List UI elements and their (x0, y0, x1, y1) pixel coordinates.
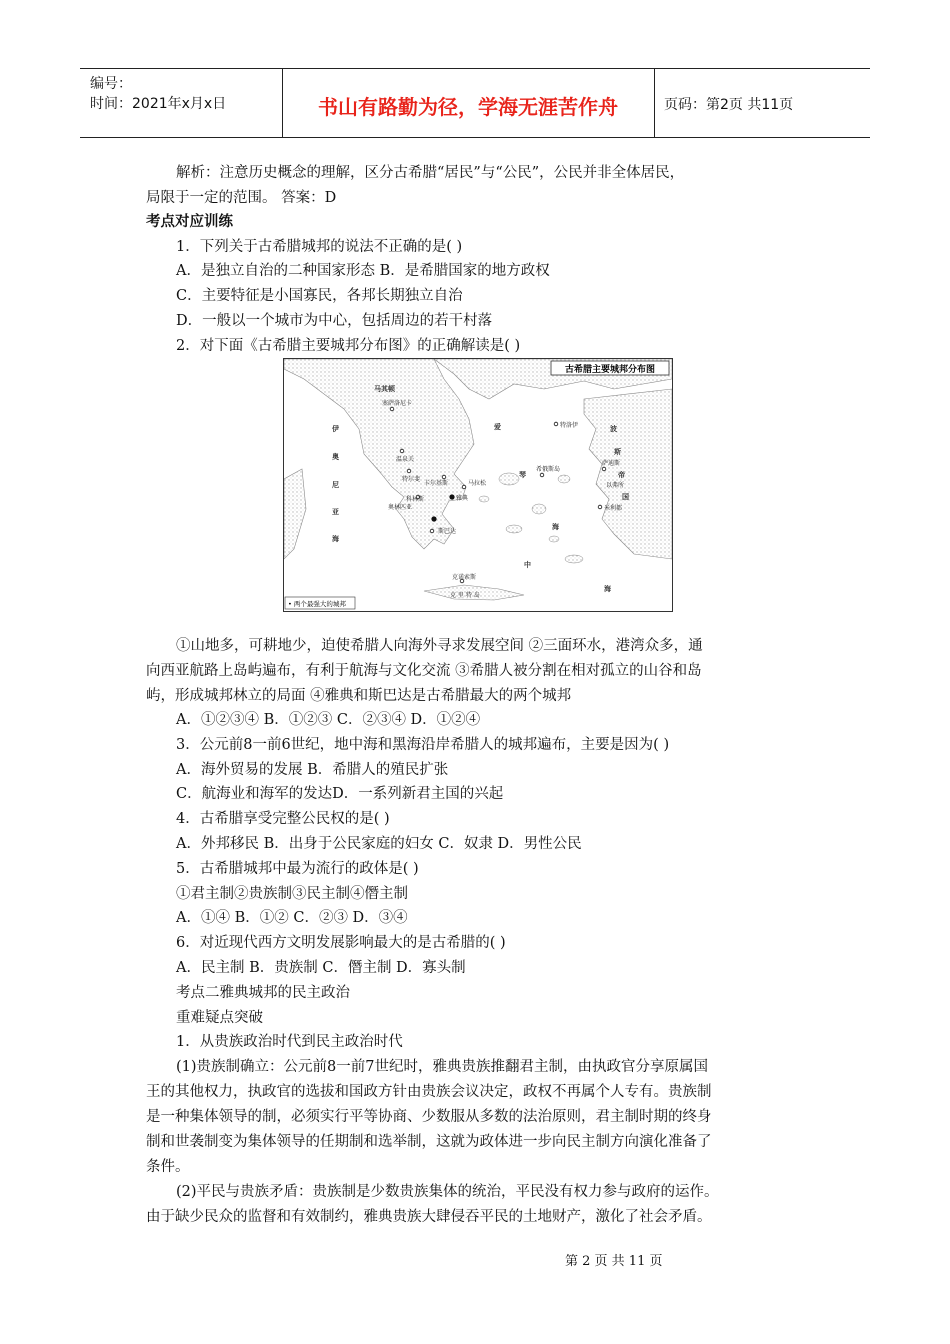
question-1-option-c: C．主要特征是小国寡民，各邦长期独立自治 (176, 288, 463, 304)
page-footer: 第 2 页 共 11 页 (565, 1254, 663, 1269)
label-macedonia: 马其顿 (374, 385, 395, 393)
label-corinth: 科林斯 (406, 496, 425, 503)
code-label: 编号： (90, 76, 132, 92)
question-5-statements: ①君主制②贵族制③民主制④僭主制 (176, 886, 408, 902)
label-sparta: 斯巴达 (438, 528, 457, 535)
land-italy-edge (284, 469, 306, 559)
paragraph-1-line-3: 是一种集体领导的制，必须实行平等协商、少数服从多数的法治原则，君主制时期的终身 (146, 1109, 712, 1125)
label-ionian-4: 亚 (332, 508, 339, 516)
label-troy: 特洛伊 (560, 422, 579, 429)
paragraph-1-line-2: 王的其他权力，执政官的选拔和国政方针由贵族会议决定，政权不再属个人专有。贵族制 (146, 1084, 712, 1100)
question-5-choices: A．①④ B．①② C．②③ D．③④ (176, 910, 408, 926)
date-label: 时间：2021年x月x日 (90, 96, 227, 112)
label-ephesus: 以弗所 (606, 482, 625, 489)
point-1-heading: 1．从贵族政治时代到民主政治时代 (176, 1034, 403, 1050)
header-page-cell (654, 69, 870, 137)
question-4-choices: A．外邦移民 B．出身于公民家庭的妇女 C．奴隶 D．男性公民 (176, 836, 582, 852)
label-ionian-1: 伊 (332, 425, 339, 433)
paragraph-1-line-4: 制和世袭制变为集体领导的任期制和选举制，这就为政体进一步向民主制方向演化准备了 (146, 1134, 712, 1150)
question-2-statement-3: 屿，形成城邦林立的局面 ④雅典和斯巴达是古希腊最大的两个城邦 (146, 688, 572, 704)
label-persia-2: 斯 (614, 448, 621, 456)
label-chios: 希俄斯岛 (536, 466, 561, 473)
question-4: 4．古希腊享受完整公民权的是( ) (176, 811, 390, 827)
question-3-options-cd: C．航海业和海军的发达D．一系列新君主国的兴起 (176, 786, 504, 802)
question-3: 3．公元前8一前6世纪，地中海和黑海沿岸希腊人的城邦遍布，主要是因为( ) (176, 737, 670, 753)
question-1: 1．下列关于古希腊城邦的说法不正确的是( ) (176, 239, 463, 255)
label-chalcis: 卡尔基斯 (424, 480, 449, 487)
page-header (80, 68, 870, 138)
question-2-choices: A．①②③④ B．①②③ C．②③④ D．①②④ (176, 712, 481, 728)
label-miletus: 米利都 (604, 505, 623, 512)
analysis-line-1: 解析：注意历史概念的理解，区分古希腊“居民”与“公民”，公民并非全体居民， (176, 165, 685, 181)
label-med-1: 中 (524, 561, 531, 569)
question-2-statement-1: ①山地多，可耕地少，迫使希腊人向海外寻求发展空间 ②三面环水，港湾众多，通 (176, 638, 703, 654)
label-sardis: 萨迪斯 (602, 460, 621, 467)
map-title: 古希腊主要城邦分布图 (564, 365, 656, 375)
analysis-line-2: 局限于一定的范围。 答案：D (146, 190, 337, 206)
label-persia-1: 波 (610, 425, 617, 433)
motto: 书山有路勤为径，学海无涯苦作舟 (318, 95, 618, 119)
question-1-option-d: D．一般以一个城市为中心，包括周边的若干村落 (176, 313, 493, 329)
islands (479, 473, 583, 563)
question-6: 6．对近现代西方文明发展影响最大的是古希腊的( ) (176, 935, 506, 951)
question-2-statement-2: 向西亚航路上岛屿遍布，有利于航海与文化交流 ③希腊人被分割在相对孤立的山谷和岛 (146, 663, 702, 679)
question-6-choices: A．民主制 B．贵族制 C．僭主制 D．寡头制 (176, 960, 466, 976)
label-persia-3: 帝 (618, 471, 625, 479)
question-3-options-ab: A．海外贸易的发展 B．希腊人的殖民扩张 (176, 762, 449, 778)
label-athens: 雅典 (456, 495, 469, 502)
label-crete: 克 里 特 岛 (450, 592, 480, 599)
label-delphi: 特尔斐 (402, 476, 421, 483)
paragraph-2-line-1: (2)平民与贵族矛盾：贵族制是少数贵族集体的统治，平民没有权力参与政府的运作。 (176, 1184, 719, 1200)
label-med-2: 海 (604, 585, 611, 593)
label-thessaloniki: 塞萨洛尼卡 (382, 400, 413, 407)
paragraph-1-line-1: (1)贵族制确立：公元前8一前7世纪时，雅典贵族推翻君主制，由执政官分享原属国 (176, 1059, 708, 1075)
section-heading-training: 考点对应训练 (146, 214, 233, 230)
label-ionian-2: 奥 (332, 453, 339, 461)
header-meta-cell (80, 69, 283, 137)
label-knossos: 克诺索斯 (452, 574, 477, 581)
header-motto-cell (282, 69, 655, 137)
ancient-greece-map (283, 358, 673, 612)
label-ionian-3: 尼 (332, 481, 339, 489)
difficulty-heading: 重难疑点突破 (176, 1010, 263, 1026)
question-5: 5．古希腊城邦中最为流行的政体是( ) (176, 861, 419, 877)
paragraph-1-line-5: 条件。 (146, 1159, 190, 1175)
label-marathon: 马拉松 (468, 480, 487, 487)
question-2: 2．对下面《古希腊主要城邦分布图》的正确解读是( ) (176, 338, 521, 354)
section-heading-athens: 考点二雅典城邦的民主政治 (176, 985, 350, 1001)
label-ionian-5: 海 (332, 535, 339, 543)
page-label: 页码：第2页 共11页 (664, 97, 794, 113)
label-olympia: 奥林匹亚 (388, 504, 413, 511)
paragraph-2-line-2: 由于缺少民众的监督和有效制约，雅典贵族大肆侵吞平民的土地财产，激化了社会矛盾。 (146, 1209, 712, 1225)
label-aegean-3: 海 (552, 523, 559, 531)
land-asia-minor (584, 389, 672, 559)
label-aegean-2: 琴 (519, 471, 526, 479)
map-drawing (284, 359, 672, 611)
map-legend: • 两个最强大的城邦 (288, 600, 346, 608)
label-thermopylae: 温泉关 (396, 456, 415, 463)
label-aegean-1: 爱 (494, 423, 501, 431)
label-persia-4: 国 (622, 493, 629, 501)
question-1-options-ab: A．是独立自治的二种国家形态 B．是希腊国家的地方政权 (176, 263, 550, 279)
